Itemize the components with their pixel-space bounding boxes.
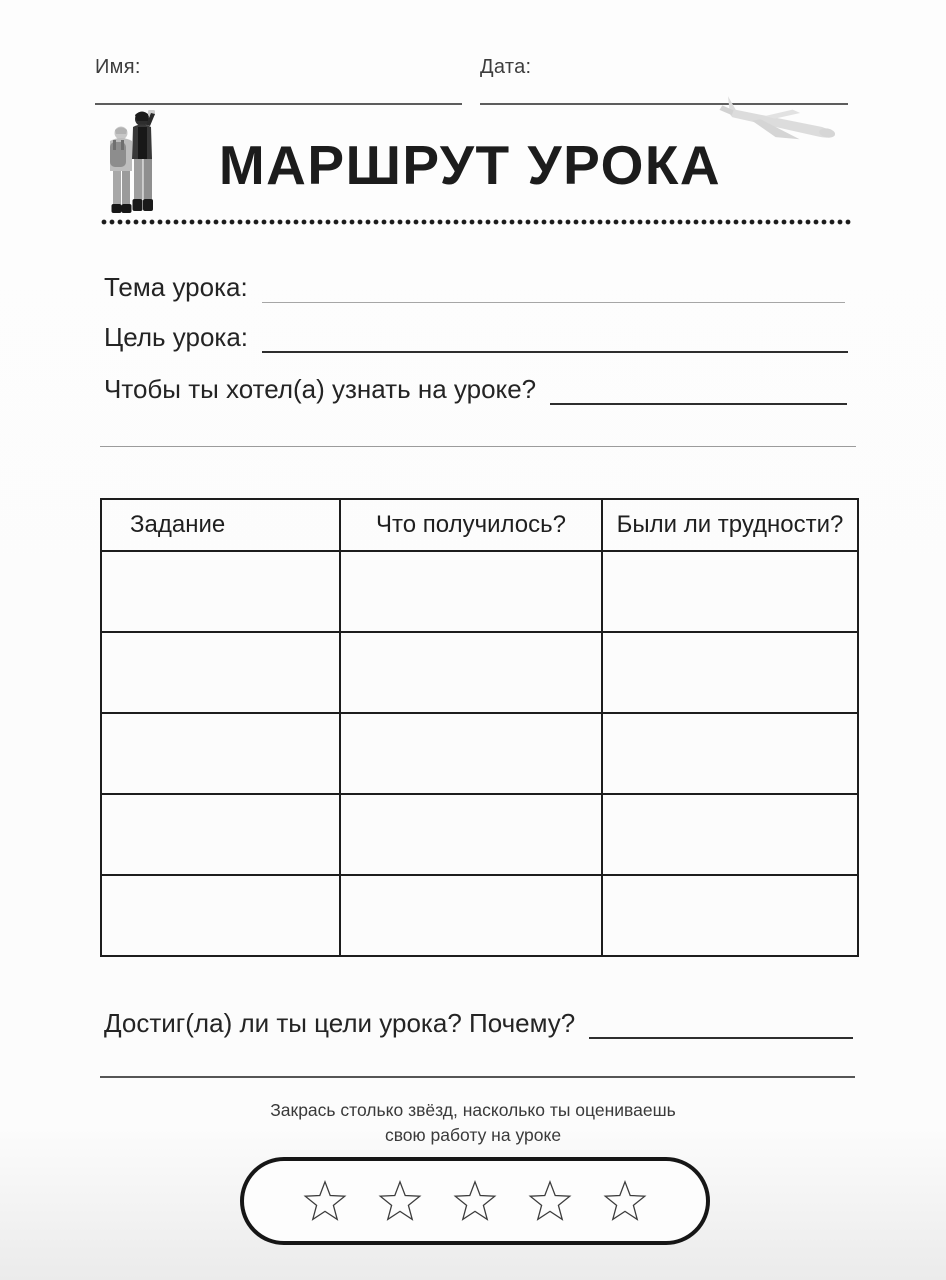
continuation-line[interactable] bbox=[100, 446, 856, 447]
topic-write-line[interactable] bbox=[262, 273, 845, 303]
achieved-field-row bbox=[104, 1008, 853, 1039]
want-write-line[interactable] bbox=[550, 375, 847, 405]
table-row bbox=[101, 875, 858, 956]
table-cell[interactable] bbox=[101, 551, 340, 632]
airplane-icon bbox=[712, 96, 852, 157]
rating-instruction-line1: Закрась столько звёзд, насколько ты оцениваешь bbox=[270, 1100, 676, 1120]
table-cell[interactable] bbox=[602, 794, 858, 875]
table-cell[interactable] bbox=[602, 713, 858, 794]
achieved-write-line[interactable] bbox=[589, 1009, 853, 1039]
table-row bbox=[101, 632, 858, 713]
table-cell[interactable] bbox=[340, 551, 602, 632]
table-cell[interactable] bbox=[101, 713, 340, 794]
star-icon[interactable] bbox=[376, 1177, 424, 1225]
table-cell[interactable] bbox=[340, 713, 602, 794]
table-cell[interactable] bbox=[602, 551, 858, 632]
date-label: Дата: bbox=[480, 56, 532, 78]
table-header-row bbox=[101, 499, 858, 551]
tasks-table bbox=[100, 498, 859, 957]
achieved-label: Достиг(ла) ли ты цели урока? Почему? bbox=[104, 1008, 576, 1038]
achieved-continuation-line[interactable] bbox=[100, 1076, 855, 1078]
name-field-block bbox=[95, 56, 462, 105]
table-header-task: Задание bbox=[101, 499, 340, 551]
want-field-row bbox=[104, 374, 847, 405]
table-cell[interactable] bbox=[101, 875, 340, 956]
star-icon[interactable] bbox=[526, 1177, 574, 1225]
goal-label: Цель урока: bbox=[104, 322, 249, 352]
table-header-difficulties: Были ли трудности? bbox=[602, 499, 858, 551]
goal-write-line[interactable] bbox=[262, 323, 848, 353]
star-icon[interactable] bbox=[601, 1177, 649, 1225]
table-header-result: Что получилось? bbox=[340, 499, 602, 551]
goal-field-row bbox=[104, 322, 848, 353]
page-title: МАРШРУТ УРОКА bbox=[218, 134, 722, 196]
rating-instruction-line2: свою работу на уроке bbox=[384, 1125, 562, 1145]
dotted-divider bbox=[100, 218, 853, 226]
table-cell[interactable] bbox=[340, 794, 602, 875]
table-row bbox=[101, 794, 858, 875]
name-write-line[interactable] bbox=[95, 79, 462, 105]
topic-field-row bbox=[104, 272, 845, 303]
table-cell[interactable] bbox=[340, 632, 602, 713]
want-label: Чтобы ты хотел(а) узнать на уроке? bbox=[104, 374, 537, 404]
table-cell[interactable] bbox=[101, 794, 340, 875]
star-icon[interactable] bbox=[451, 1177, 499, 1225]
table-cell[interactable] bbox=[602, 632, 858, 713]
table-row bbox=[101, 713, 858, 794]
stars-rating-pill bbox=[240, 1157, 710, 1245]
topic-label: Тема урока: bbox=[104, 272, 248, 302]
travelers-icon bbox=[101, 107, 163, 224]
rating-instruction bbox=[0, 1098, 946, 1148]
star-icon[interactable] bbox=[301, 1177, 349, 1225]
table-cell[interactable] bbox=[101, 632, 340, 713]
table-cell[interactable] bbox=[602, 875, 858, 956]
table-row bbox=[101, 551, 858, 632]
table-cell[interactable] bbox=[340, 875, 602, 956]
name-label: Имя: bbox=[95, 56, 141, 78]
tasks-table-body bbox=[101, 551, 858, 956]
